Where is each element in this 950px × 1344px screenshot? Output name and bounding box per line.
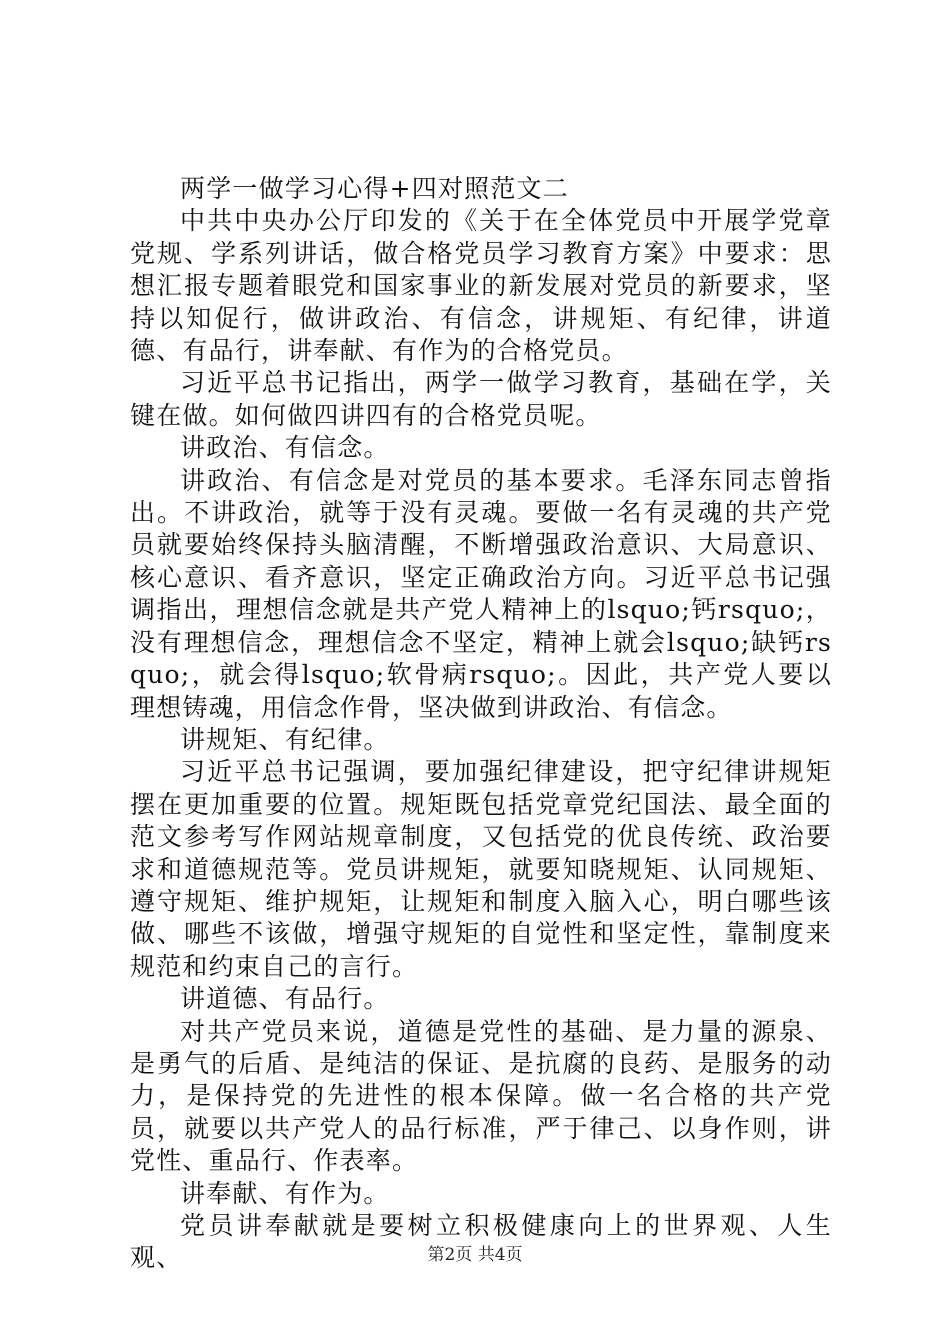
section-heading: 讲规矩、有纪律。 xyxy=(180,724,390,754)
paragraph: 讲政治、有信念是对党员的基本要求。毛泽东同志曾指出。不讲政治，就等于没有灵魂。要做一名有灵魂的共产党员就要始终保持头脑清醒，不断增强政治意识、大局意识、核心意识、看齐意识，坚定正确政治方向。习近平总书记强调指出，理想信念就是共产党人精神上的lsquo;钙rsquo;，没有理想信念，理想信念不坚定，精神上就会lsquo;缺钙rsquo;，就会得lsquo;软骨病rsquo;。因此，共产党人要以理想铸魂，用信念作骨，坚决做到讲政治、有信念。 xyxy=(130,465,832,722)
paragraph: 对共产党员来说，道德是党性的基础、是力量的源泉、是勇气的后盾、是纯洁的保证、是抗腐的良药、是服务的动力，是保持党的先进性的根本保障。做一名合格的共产党员，就要以共产党人的品行标准，严于律己、以身作则，讲党性、重品行、作表率。 xyxy=(130,1016,832,1176)
page-number-footer: 第2页 共4页 xyxy=(427,1245,523,1265)
document-title: 两学一做学习心得+四对照范文二 xyxy=(180,174,569,203)
paragraph: 习近平总书记强调，要加强纪律建设，把守纪律讲规矩摆在更加重要的位置。规矩既包括党章党纪国法、最全面的范文参考写作网站规章制度，又包括党的优良传统、政治要求和道德规范等。党员讲规矩，就要知晓规矩、认同规矩、遵守规矩、维护规矩，让规矩和制度入脑入心，明白哪些该做、哪些不该做，增强守规矩的自觉性和坚定性，靠制度来规范和约束自己的言行。 xyxy=(130,757,832,981)
section-heading: 讲道德、有品行。 xyxy=(180,984,390,1014)
paragraph: 中共中央办公厅印发的《关于在全体党员中开展学党章党规、学系列讲话，做合格党员学习教育方案》中要求：思想汇报专题着眼党和国家事业的新发展对党员的新要求，坚持以知促行，做讲政治、有信念，讲规矩、有纪律，讲道德、有品行，讲奉献、有作为的合格党员。 xyxy=(130,206,832,366)
section-heading: 讲政治、有信念。 xyxy=(180,433,390,463)
section-heading: 讲奉献、有作为。 xyxy=(180,1178,390,1208)
document-body xyxy=(130,173,832,1275)
paragraph: 习近平总书记指出，两学一做学习教育，基础在学，关键在做。如何做四讲四有的合格党员呢。 xyxy=(130,368,832,430)
paragraph: 党员讲奉献就是要树立积极健康向上的世界观、人生观、 xyxy=(130,1211,832,1273)
